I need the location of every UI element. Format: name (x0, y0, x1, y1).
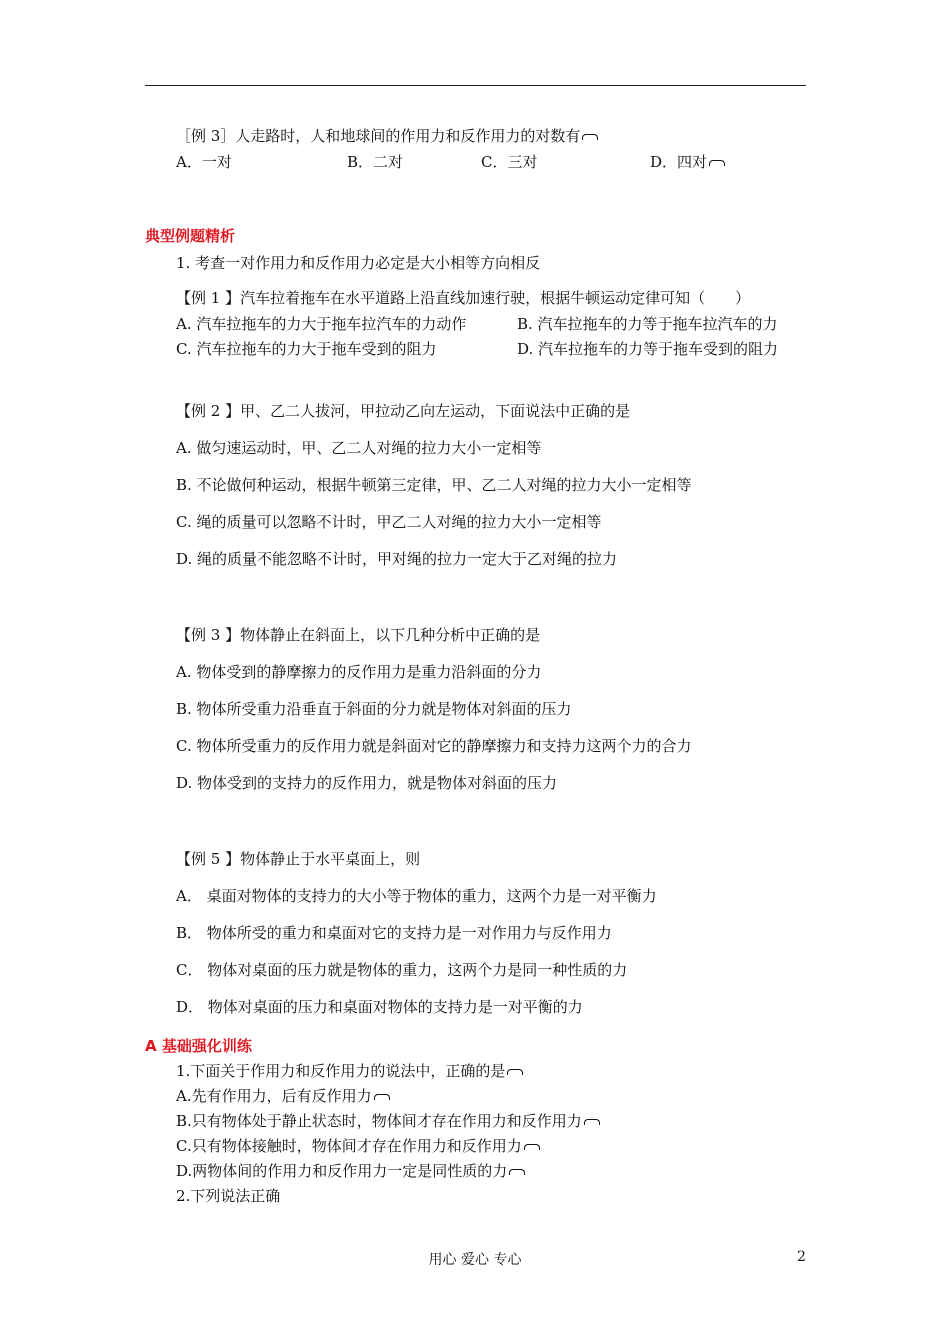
q1-option-c: C. 汽车拉拖车的力大于拖车受到的阻力 (176, 340, 437, 358)
example-3-option-d: D．四对 (650, 152, 725, 172)
t1-option-d: D.两物体间的作用力和反作用力一定是同性质的力 (176, 1161, 525, 1181)
section-heading-typical: 典型例题精析 (145, 227, 236, 245)
t2-title: 2.下列说法正确 (176, 1187, 281, 1205)
page-number: 2 (797, 1249, 806, 1265)
q2-title: 【例 2 】甲、乙二人拔河，甲拉动乙向左运动，下面说法中正确的是 (176, 402, 631, 420)
q5-option-c: C． 物体对桌面的压力就是物体的重力，这两个力是同一种性质的力 (176, 961, 628, 979)
q5-option-d: D． 物体对桌面的压力和桌面对物体的支持力是一对平衡的力 (176, 998, 583, 1016)
q1-title: 【例 1 】汽车拉着拖车在水平道路上沿直线加速行驶，根据牛顿运动定律可知（ ） (176, 289, 751, 307)
q3-option-a: A. 物体受到的静摩擦力的反作用力是重力沿斜面的分力 (176, 663, 542, 681)
blank-mark (582, 134, 598, 140)
blank-mark (584, 1119, 600, 1125)
q1-option-d: D. 汽车拉拖车的力等于拖车受到的阻力 (517, 340, 779, 358)
q3-option-b: B. 物体所受重力沿垂直于斜面的分力就是物体对斜面的压力 (176, 700, 572, 718)
q5-title: 【例 5 】物体静止于水平桌面上，则 (176, 850, 421, 868)
t1-option-c: C.只有物体接触时，物体间才存在作用力和反作用力 (176, 1136, 540, 1156)
blank-mark (507, 1069, 523, 1075)
q3-option-c: C. 物体所受重力的反作用力就是斜面对它的静摩擦力和支持力这两个力的合力 (176, 737, 692, 755)
q1-option-a: A. 汽车拉拖车的力大于拖车拉汽车的力动作 (176, 315, 467, 333)
header-rule (145, 85, 806, 86)
q5-option-a: A． 桌面对物体的支持力的大小等于物体的重力，这两个力是一对平衡力 (176, 887, 657, 905)
t1-option-a: A.先有作用力，后有反作用力 (176, 1086, 390, 1106)
example-3-option-c: C．三对 (481, 153, 538, 171)
example-3-option-a: A．一对 (176, 153, 232, 171)
q5-option-b: B． 物体所受的重力和桌面对它的支持力是一对作用力与反作用力 (176, 924, 612, 942)
q2-option-a: A. 做匀速运动时，甲、乙二人对绳的拉力大小一定相等 (176, 439, 542, 457)
example-3-question: ［例 3］人走路时，人和地球间的作用力和反作用力的对数有 (176, 126, 598, 146)
q3-option-d: D. 物体受到的支持力的反作用力，就是物体对斜面的压力 (176, 774, 558, 792)
q1-option-b: B. 汽车拉拖车的力等于拖车拉汽车的力 (517, 315, 778, 333)
example-3-option-b: B．二对 (347, 153, 404, 171)
footer-slogan: 用心 爱心 专心 (428, 1252, 522, 1268)
q2-option-d: D. 绳的质量不能忽略不计时，甲对绳的拉力一定大于乙对绳的拉力 (176, 550, 618, 568)
blank-mark (509, 1169, 525, 1175)
topic-1: 1. 考查一对作用力和反作用力必定是大小相等方向相反 (176, 254, 541, 272)
section-heading-basic-training: A 基础强化训练 (145, 1037, 252, 1055)
blank-mark (374, 1094, 390, 1100)
q2-option-b: B. 不论做何种运动，根据牛顿第三定律，甲、乙二人对绳的拉力大小一定相等 (176, 476, 692, 494)
q3-title: 【例 3 】物体静止在斜面上，以下几种分析中正确的是 (176, 626, 541, 644)
blank-mark (524, 1144, 540, 1150)
q2-option-c: C. 绳的质量可以忽略不计时，甲乙二人对绳的拉力大小一定相等 (176, 513, 602, 531)
blank-mark (709, 160, 725, 166)
t1-option-b: B.只有物体处于静止状态时，物体间才存在作用力和反作用力 (176, 1111, 600, 1131)
t1-title: 1.下面关于作用力和反作用力的说法中，正确的是 (176, 1061, 523, 1081)
